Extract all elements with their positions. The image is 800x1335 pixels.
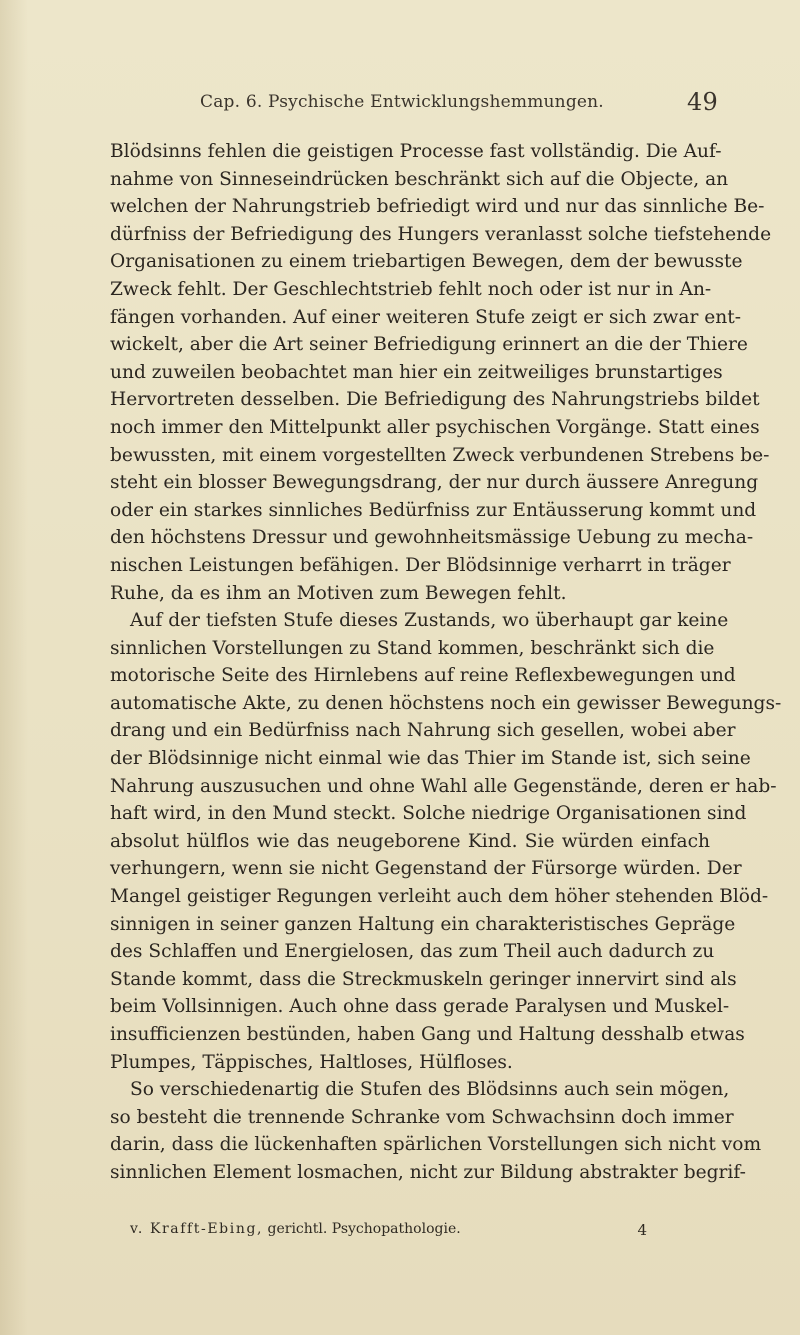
- text-line: der Blödsinnige nicht einmal wie das Thier im Stande ist, sich seine: [110, 748, 751, 770]
- text-line: sinnigen in seiner ganzen Haltung ein charakteristisches Gepräge: [110, 913, 736, 935]
- text-line: Blödsinns fehlen die geistigen Processe fast vollständig. Die Auf-: [110, 141, 722, 162]
- paragraph-start-line: Auf der tiefsten Stufe dieses Zustands, wo überhaupt gar keine: [130, 610, 729, 632]
- text-line: motorische Seite des Hirnlebens auf reine Reflexbewegungen und: [110, 665, 736, 687]
- text-line: den höchstens Dressur und gewohnheitsmässige Uebung zu mecha-: [110, 527, 754, 549]
- text-line: und zuweilen beobachtet man hier ein zeitweiliges brunstartiges: [110, 361, 723, 383]
- text-line: nischen Leistungen befähigen. Der Blödsinnige verharrt in träger: [110, 554, 731, 576]
- text-line: oder ein starkes sinnliches Bedürfniss zur Entäusserung kommt und: [110, 499, 757, 521]
- paragraph-end-line: Ruhe, da es ihm an Motiven zum Bewegen fehlt.: [110, 582, 567, 604]
- text-line: nahme von Sinneseindrücken beschränkt sich auf die Objecte, an: [110, 168, 729, 190]
- footer-signature: [130, 1221, 690, 1237]
- footer-author: v. Krafft-Ebing,: [130, 1221, 264, 1237]
- text-line: insufficienzen bestünden, haben Gang und Haltung desshalb etwas: [110, 1024, 745, 1045]
- text-line: fängen vorhanden. Auf einer weiteren Stufe zeigt er sich zwar ent-: [110, 306, 742, 328]
- text-line: Hervortreten desselben. Die Befriedigung des Nahrungstriebs bildet: [110, 389, 760, 411]
- paragraph-start-line: So verschiedenartig die Stufen des Blödsinns auch sein mögen,: [130, 1079, 730, 1101]
- text-line: beim Vollsinnigen. Auch ohne dass gerade Paralysen und Muskel-: [110, 996, 730, 1018]
- text-line: so besteht die trennende Schranke vom Schwachsinn doch immer: [110, 1106, 734, 1128]
- running-head: [200, 88, 718, 116]
- text-line: drang und ein Bedürfniss nach Nahrung sich gesellen, wobei aber: [110, 720, 736, 742]
- page-edge-shadow: [0, 0, 28, 1335]
- text-line: sinnlichen Vorstellungen zu Stand kommen, beschränkt sich die: [110, 637, 715, 659]
- text-line: automatische Akte, zu denen höchstens noch ein gewisser Bewegungs-: [110, 692, 782, 714]
- sheet-number: 4: [637, 1221, 647, 1239]
- text-line: des Schlaffen und Energielosen, das zum Theil auch dadurch zu: [110, 941, 715, 963]
- text-line: sinnlichen Element losmachen, nicht zur Bildung abstrakter begrif-: [110, 1161, 746, 1183]
- text-line: darin, dass die lückenhaften spärlichen Vorstellungen sich nicht vom: [110, 1134, 762, 1156]
- text-line: dürfniss der Befriedigung des Hungers veranlasst solche tiefstehende: [110, 223, 772, 245]
- footer-book-title: gerichtl. Psychopathologie.: [267, 1221, 461, 1237]
- text-line: Zweck fehlt. Der Geschlechtstrieb fehlt noch oder ist nur in An-: [110, 278, 712, 300]
- chapter-title: Cap. 6. Psychische Entwicklungshemmungen.: [200, 92, 604, 112]
- page-number: 49: [687, 88, 718, 116]
- text-line: haft wird, in den Mund steckt. Solche niedrige Organisationen sind: [110, 803, 747, 825]
- text-line: absolut hülflos wie das neugeborene Kind. Sie würden einfach: [110, 830, 710, 852]
- text-line: Nahrung auszusuchen und ohne Wahl alle Gegenstände, deren er hab-: [110, 775, 777, 797]
- paragraph-end-line: Plumpes, Täppisches, Haltloses, Hülfloses.: [110, 1051, 513, 1073]
- text-line: wickelt, aber die Art seiner Befriedigung erinnert an die der Thiere: [110, 334, 748, 356]
- text-line: noch immer den Mittelpunkt aller psychischen Vorgänge. Statt eines: [110, 416, 760, 438]
- text-line: bewussten, mit einem vorgestellten Zweck verbundenen Strebens be-: [110, 444, 770, 466]
- text-line: welchen der Nahrungstrieb befriedigt wird und nur das sinnliche Be-: [110, 196, 765, 218]
- text-line: steht ein blosser Bewegungsdrang, der nur durch äussere Anregung: [110, 472, 759, 494]
- text-line: Mangel geistiger Regungen verleiht auch dem höher stehenden Blöd-: [110, 886, 769, 908]
- text-line: Organisationen zu einem triebartigen Bewegen, dem der bewusste: [110, 251, 743, 273]
- text-line: verhungern, wenn sie nicht Gegenstand der Fürsorge würden. Der: [110, 858, 742, 880]
- text-line: Stande kommt, dass die Streckmuskeln geringer innervirt sind als: [110, 968, 737, 990]
- body-text: [110, 138, 782, 1187]
